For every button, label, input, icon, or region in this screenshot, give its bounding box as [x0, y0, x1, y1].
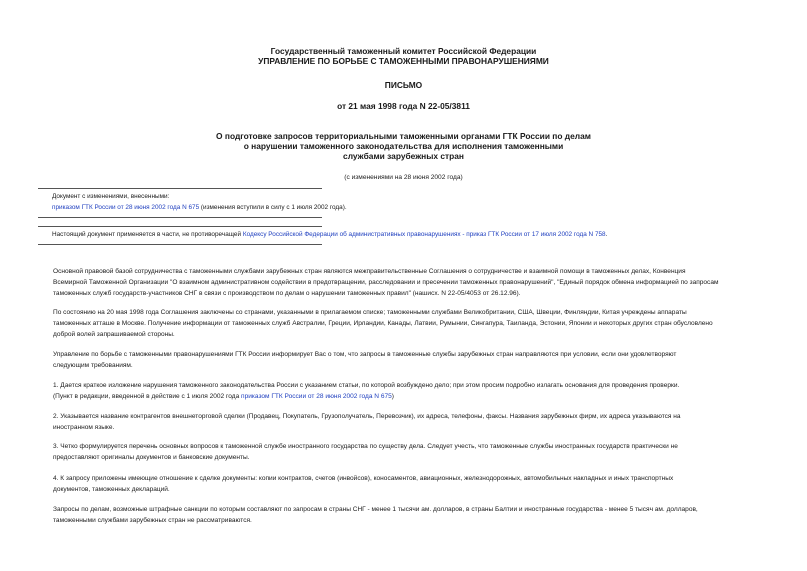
- redaction-suffix: ): [391, 393, 394, 401]
- text-line: Всемирной Таможенной Организации "О взаимном административном содействии в предотвращении, расследовании и пресечении таможенных правонарушений", "Единый порядок обмена информацией по запросам: [53, 279, 719, 287]
- divider: [38, 217, 322, 218]
- document-title-line-2: о нарушении таможенного законодательства для исполнения таможенными: [243, 141, 564, 151]
- text-line: следующим требованиям.: [53, 362, 133, 370]
- order-675-link[interactable]: приказом ГТК России от 28 июня 2002 года N 675: [241, 393, 392, 401]
- text-line: По состоянию на 20 мая 1998 года Соглашения заключены со странами, указанными в прилагаемом списке; таможенными службами Великобритании, США, Швеции, Финляндии, Китая учреждены аппараты: [53, 309, 687, 316]
- paragraph-legal-basis: [38, 266, 770, 300]
- document-title-line-3: службами зарубежных стран: [343, 151, 464, 161]
- issuer-department: УПРАВЛЕНИЕ ПО БОРЬБЕ С ТАМОЖЕННЫМИ ПРАВОНАРУШЕНИЯМИ: [258, 56, 549, 66]
- redaction-prefix: (Пункт в редакции, введенной в действие с 1 июля 2002 года: [53, 393, 242, 401]
- text-line: таможенных служб государств-участников СНГ в связи с производством по делам о нарушении таможенных правил" (нашисх. N 22-05/4053 от 26.12.96).: [53, 290, 521, 298]
- text-line: таможенными службами зарубежных стран не рассматриваются.: [53, 517, 252, 525]
- requirement-3: [38, 441, 770, 463]
- paragraph-agreements: [38, 307, 770, 341]
- applicability-prefix: Настоящий документ применяется в части, не противоречащей: [52, 231, 243, 238]
- document-type: ПИСЬМО: [384, 80, 423, 90]
- text-line: предоставляют оригиналы документов и банковские документы.: [53, 454, 250, 462]
- amendment-note: (с изменениями на 28 июня 2002 года): [344, 174, 463, 181]
- text-line: иностранном языке.: [53, 424, 115, 432]
- order-675-link[interactable]: приказом ГТК России от 28 июня 2002 года N 675: [52, 204, 200, 211]
- text-line: 2. Указывается название контрагентов внешнеторговой сделки (Продавец, Покупатель, Грузополучатель, Перевозчик), их адреса, телефоны, факсы. Названия зарубежных фирм, их адреса указываются на: [53, 413, 681, 420]
- text-line: Управление по борьбе с таможенными правонарушениями ГТК России информирует Вас о том, что запросы в таможенные службы зарубежных стран направляются при условии, если они удовлетворяют: [53, 351, 677, 358]
- changes-label: Документ с изменениями, внесенными:: [52, 193, 170, 200]
- changes-suffix: (изменения вступили в силу с 1 июля 2002 года).: [199, 204, 347, 211]
- text-line: [38, 391, 770, 402]
- document-date: от 21 мая 1998 года N 22-05/3811: [337, 101, 470, 111]
- text-line: 1. Дается краткое изложение нарушения таможенного законодательства России с указанием статьи, по которой возбуждено дело; при этом просим подробно излагать основания для проведения проверки.: [53, 382, 680, 389]
- requirement-4: [38, 473, 770, 495]
- divider: [38, 244, 322, 245]
- text-line: доброй волей запрашиваемой стороны.: [53, 331, 175, 339]
- text-line: Основной правовой базой сотрудничества с таможенными службами зарубежных стран являются межправительственные Соглашения о сотрудничестве и взаимной помощи в таможенных делах, Конвенция: [53, 268, 686, 275]
- paragraph-requirements-intro: [38, 349, 770, 371]
- text-line: таможенных атташе в Москве. Получение информации от таможенных служб Австралии, Греции, Ирландии, Канады, Латвии, Румынии, Сингапура, Таиланда, Эстонии, Японии и некоторых других стран обусловлено: [53, 320, 713, 328]
- requirement-1: [38, 380, 770, 402]
- text-line: документов, таможенных деклараций.: [53, 486, 170, 494]
- changes-note: [52, 203, 347, 212]
- text-line: 4. К запросу приложены имеющие отношение к сделке документы: копии контрактов, счетов (инвойсов), коносаментов, авиационных, железнодорожных, автомобильных накладных и иных транспортных: [53, 475, 674, 482]
- divider: [38, 188, 322, 189]
- applicability-suffix: .: [605, 231, 608, 238]
- text-line: Запросы по делам, возможные штрафные санкции по которым составляют по запросам в страны СНГ - менее 1 тысячи ам. долларов, в страны Балтии и иностранные государства - менее 5 тысяч ам. долларов,: [53, 506, 698, 513]
- requirement-2: [38, 411, 770, 433]
- divider: [38, 226, 322, 227]
- admin-code-link[interactable]: Кодексу Российской Федерации об административных правонарушениях - приказ ГТК России от 17 июля 2002 года N 758: [242, 231, 606, 238]
- issuer-line: Государственный таможенный комитет Российской Федерации: [270, 46, 537, 56]
- text-line: 3. Четко формулируется перечень основных вопросов к таможенной службе иностранного государства по существу дела. Следует учесть, что таможенные службы иностранных государств практически не: [53, 443, 678, 450]
- applicability-note: [52, 230, 607, 239]
- document-title-line-1: О подготовке запросов территориальными таможенными органами ГТК России по делам: [216, 131, 591, 141]
- paragraph-threshold: [38, 504, 770, 526]
